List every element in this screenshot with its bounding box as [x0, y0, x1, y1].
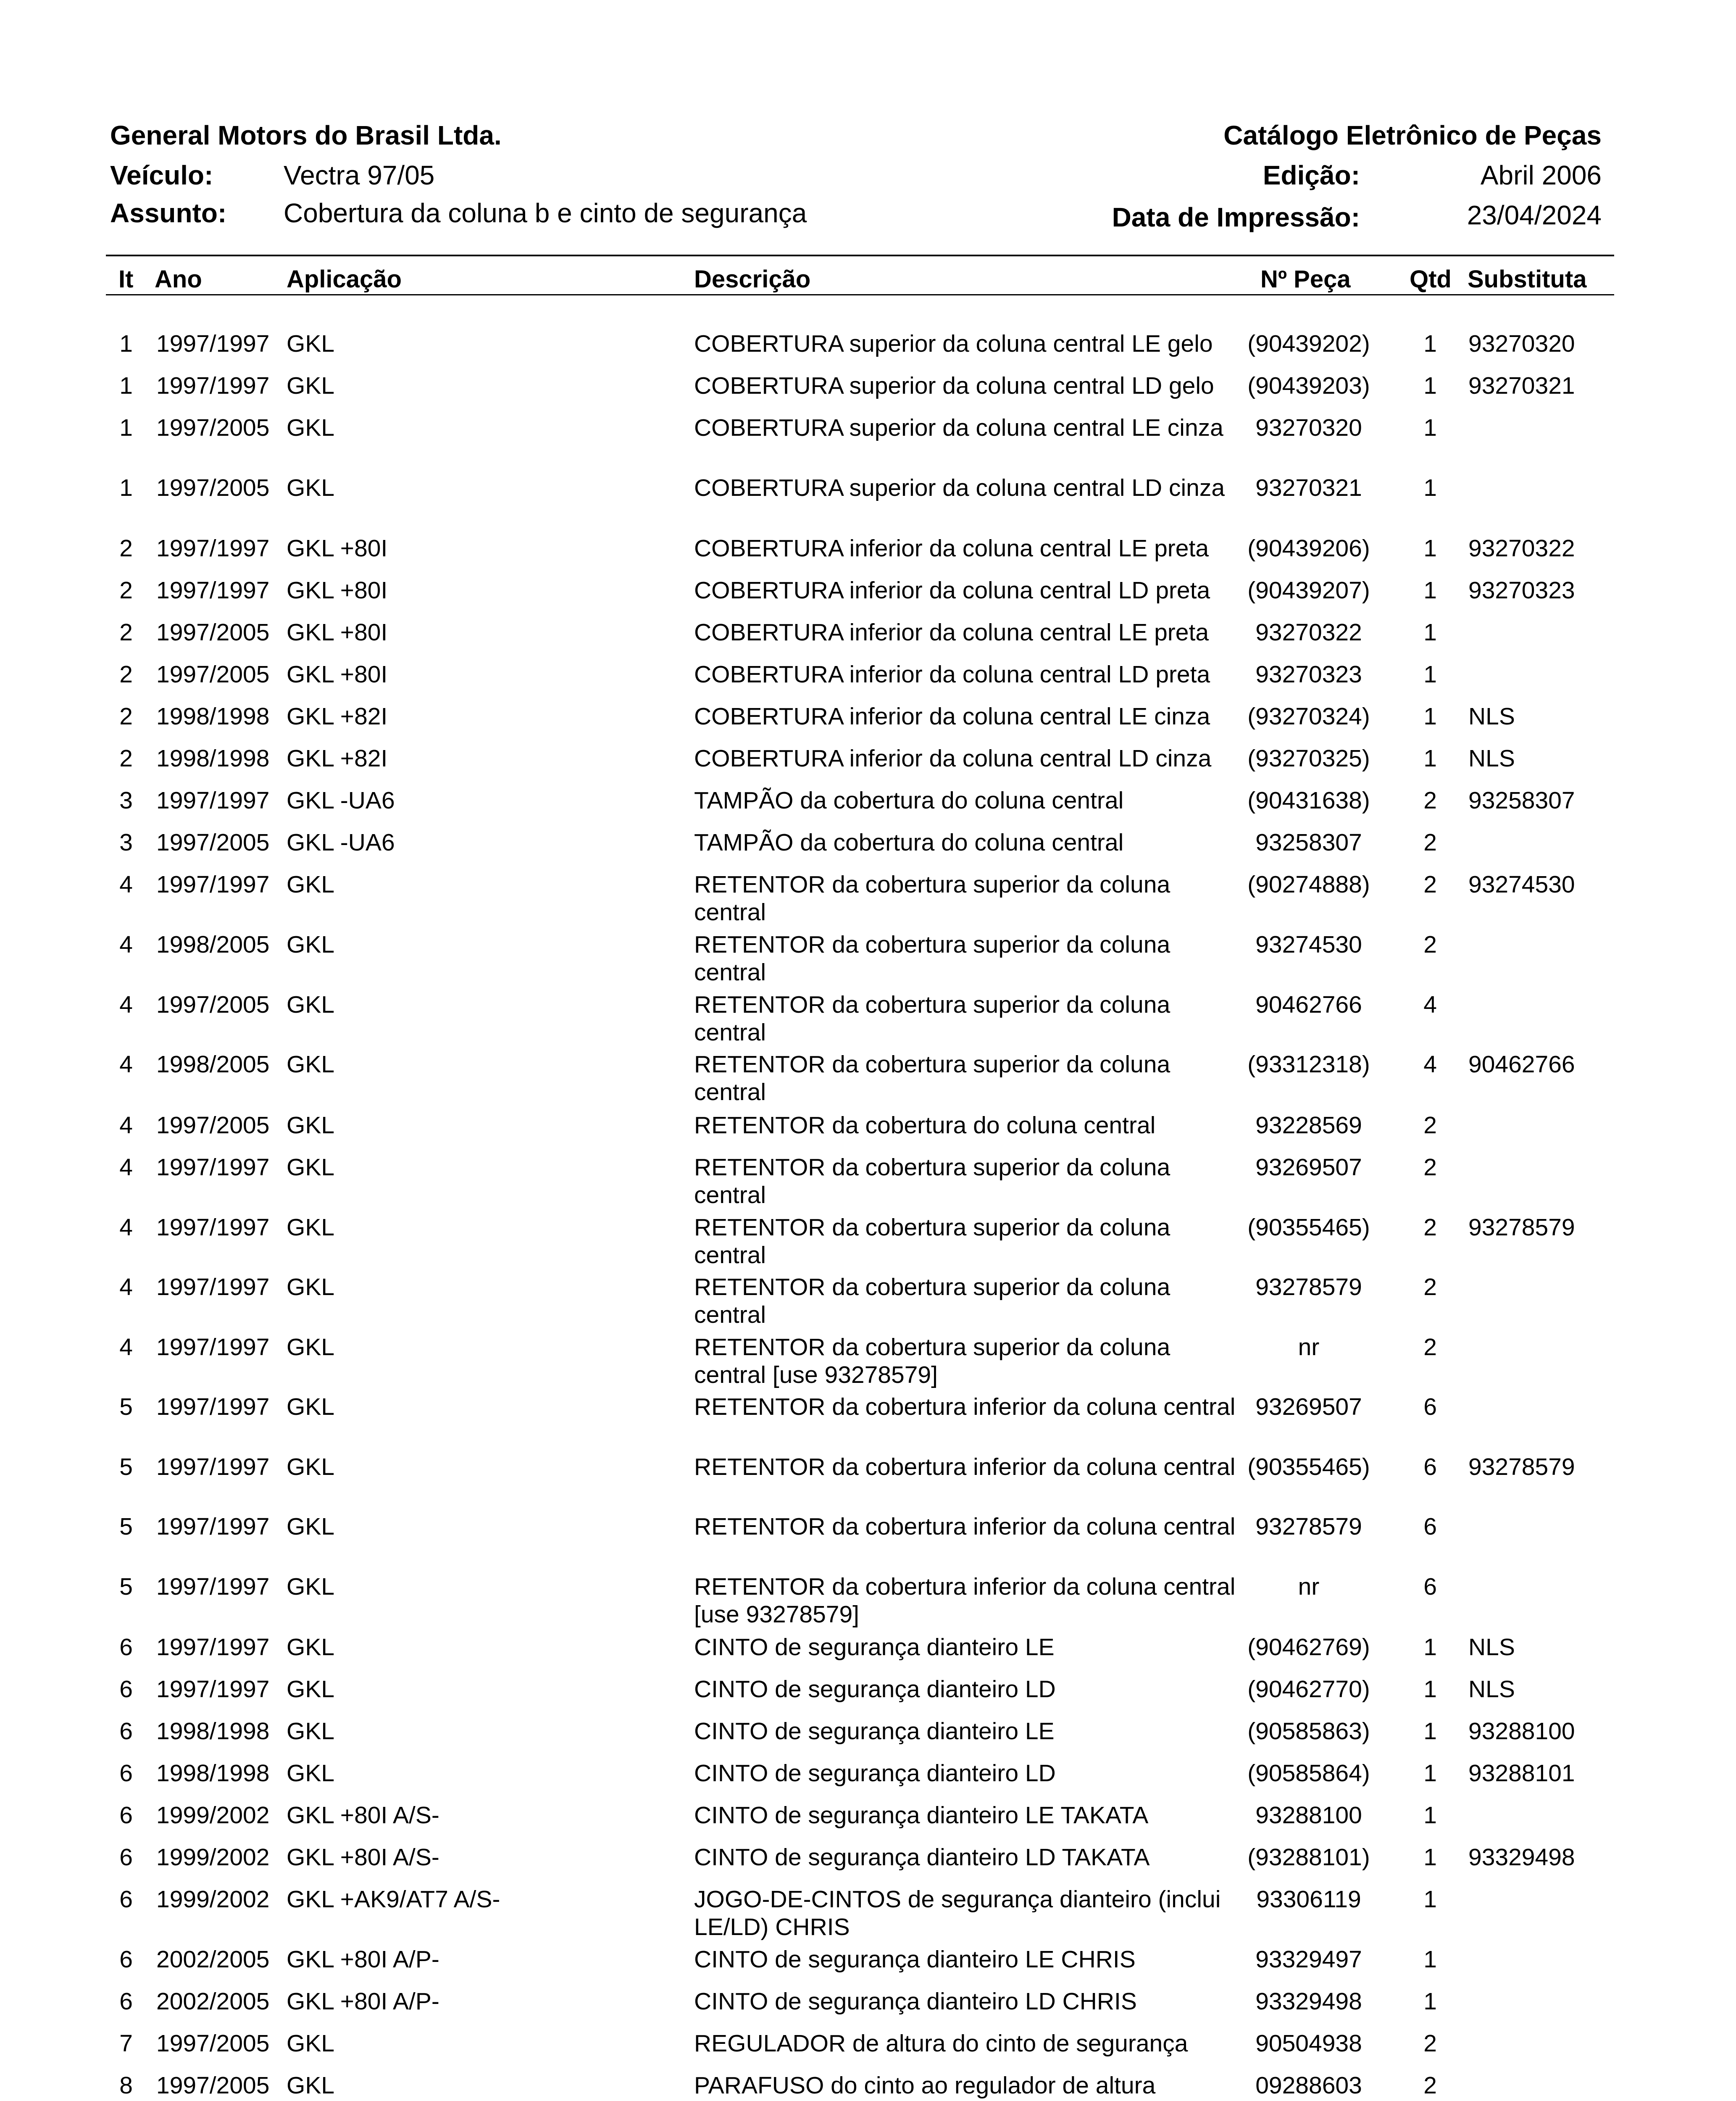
cell-apl: GKL: [287, 474, 335, 501]
cell-qtd: 2: [1423, 829, 1437, 856]
cell-desc: CINTO de segurança dianteiro LD CHRIS: [694, 1988, 1137, 2015]
cell-ano: 1997/1997: [156, 330, 270, 357]
cell-qtd: 1: [1423, 1988, 1437, 2015]
cell-it: 5: [119, 1393, 133, 1420]
cell-qtd: 1: [1423, 745, 1437, 772]
cell-desc: RETENTOR da cobertura superior da coluna central: [694, 991, 1170, 1046]
col-header-peca: Nº Peça: [1260, 266, 1351, 293]
print-date-label: Data de Impressão:: [1112, 202, 1360, 232]
cell-it: 2: [119, 661, 133, 688]
col-header-aplicacao: Aplicação: [287, 266, 402, 293]
cell-qtd: 1: [1423, 535, 1437, 562]
cell-ano: 1999/2002: [156, 1844, 270, 1871]
print-date-value: 23/04/2024: [1467, 200, 1602, 230]
cell-apl: GKL: [287, 1051, 335, 1078]
cell-apl: GKL: [287, 1334, 335, 1361]
cell-ano: 1997/2005: [156, 829, 270, 856]
cell-ano: 1997/2005: [156, 414, 270, 441]
cell-apl: GKL +80I A/P-: [287, 1988, 439, 2015]
cell-qtd: 1: [1423, 1802, 1437, 1829]
cell-apl: GKL +82I: [287, 703, 388, 730]
cell-apl: GKL: [287, 1393, 335, 1420]
cell-it: 3: [119, 787, 133, 814]
cell-peca: 93278579: [1255, 1274, 1362, 1301]
cell-sub: 93270320: [1468, 330, 1575, 357]
cell-peca: 93228569: [1255, 1112, 1362, 1139]
cell-ano: 1997/1997: [156, 1274, 270, 1301]
cell-desc: TAMPÃO da cobertura do coluna central: [694, 787, 1124, 814]
cell-it: 6: [119, 1718, 133, 1745]
cell-qtd: 6: [1423, 1513, 1437, 1540]
cell-apl: GKL -UA6: [287, 787, 395, 814]
cell-it: 4: [119, 1154, 133, 1181]
cell-peca: (90431638): [1247, 787, 1370, 814]
cell-qtd: 1: [1423, 1760, 1437, 1787]
cell-peca: 90504938: [1255, 2030, 1362, 2057]
cell-peca: 93270321: [1255, 474, 1362, 501]
cell-ano: 1998/1998: [156, 1718, 270, 1745]
cell-ano: 1998/2005: [156, 931, 270, 958]
cell-desc: COBERTURA inferior da coluna central LE preta: [694, 619, 1209, 646]
cell-it: 2: [119, 703, 133, 730]
edition-value: Abril 2006: [1480, 160, 1602, 190]
cell-qtd: 1: [1423, 661, 1437, 688]
cell-peca: (90439202): [1247, 330, 1370, 357]
cell-ano: 1997/1997: [156, 577, 270, 604]
cell-desc: COBERTURA inferior da coluna central LD preta: [694, 661, 1210, 688]
cell-it: 4: [119, 1214, 133, 1241]
cell-it: 6: [119, 1886, 133, 1913]
cell-qtd: 6: [1423, 1393, 1437, 1420]
cell-apl: GKL -UA6: [287, 829, 395, 856]
cell-it: 7: [119, 2030, 133, 2057]
cell-qtd: 2: [1423, 787, 1437, 814]
cell-qtd: 2: [1423, 2030, 1437, 2057]
cell-apl: GKL: [287, 2030, 335, 2057]
cell-apl: GKL: [287, 1513, 335, 1540]
cell-peca: (93270325): [1247, 745, 1370, 772]
cell-sub: 93278579: [1468, 1453, 1575, 1480]
cell-peca: nr: [1298, 1334, 1320, 1361]
vehicle-label: Veículo:: [110, 160, 213, 190]
cell-ano: 1997/1997: [156, 1634, 270, 1661]
cell-qtd: 2: [1423, 931, 1437, 958]
cell-desc: COBERTURA superior da coluna central LE gelo: [694, 330, 1213, 357]
cell-it: 2: [119, 535, 133, 562]
cell-it: 1: [119, 372, 133, 399]
cell-it: 4: [119, 1112, 133, 1139]
cell-desc: CINTO de segurança dianteiro LD: [694, 1676, 1056, 1703]
edition-label: Edição:: [1263, 160, 1360, 190]
cell-apl: GKL: [287, 330, 335, 357]
cell-ano: 1999/2002: [156, 1802, 270, 1829]
cell-peca: (90274888): [1247, 871, 1370, 898]
cell-it: 3: [119, 829, 133, 856]
cell-sub: 93270321: [1468, 372, 1575, 399]
cell-it: 1: [119, 330, 133, 357]
cell-apl: GKL: [287, 1760, 335, 1787]
cell-ano: 1997/1997: [156, 1154, 270, 1181]
cell-peca: (90462770): [1247, 1676, 1370, 1703]
cell-apl: GKL: [287, 1453, 335, 1480]
vehicle-value: Vectra 97/05: [284, 160, 435, 190]
cell-qtd: 1: [1423, 1634, 1437, 1661]
cell-it: 4: [119, 1051, 133, 1078]
cell-ano: 1997/1997: [156, 535, 270, 562]
cell-apl: GKL: [287, 1718, 335, 1745]
cell-ano: 1997/2005: [156, 2072, 270, 2099]
cell-ano: 1998/1998: [156, 745, 270, 772]
cell-it: 2: [119, 577, 133, 604]
cell-qtd: 2: [1423, 871, 1437, 898]
cell-peca: 93329498: [1255, 1988, 1362, 2015]
cell-it: 5: [119, 1453, 133, 1480]
cell-qtd: 2: [1423, 1334, 1437, 1361]
cell-qtd: 1: [1423, 1718, 1437, 1745]
cell-apl: GKL +80I: [287, 577, 388, 604]
cell-it: 1: [119, 474, 133, 501]
cell-qtd: 2: [1423, 1274, 1437, 1301]
cell-peca: (90439207): [1247, 577, 1370, 604]
cell-ano: 1997/1997: [156, 1513, 270, 1540]
cell-ano: 1997/2005: [156, 991, 270, 1018]
company-name: General Motors do Brasil Ltda.: [110, 120, 502, 150]
cell-apl: GKL: [287, 931, 335, 958]
cell-ano: 1997/2005: [156, 474, 270, 501]
cell-it: 6: [119, 1946, 133, 1973]
cell-peca: (93288101): [1247, 1844, 1370, 1871]
subject-label: Assunto:: [110, 198, 227, 228]
cell-qtd: 1: [1423, 619, 1437, 646]
cell-qtd: 4: [1423, 991, 1437, 1018]
cell-qtd: 2: [1423, 1154, 1437, 1181]
cell-sub: NLS: [1468, 1676, 1515, 1703]
cell-desc: COBERTURA superior da coluna central LE cinza: [694, 414, 1223, 441]
cell-it: 6: [119, 1676, 133, 1703]
cell-peca: (90355465): [1247, 1453, 1370, 1480]
cell-apl: GKL: [287, 1214, 335, 1241]
col-header-ano: Ano: [155, 266, 202, 293]
cell-qtd: 1: [1423, 1676, 1437, 1703]
cell-apl: GKL: [287, 1112, 335, 1139]
cell-ano: 1998/1998: [156, 703, 270, 730]
cell-desc: RETENTOR da cobertura superior da coluna central: [694, 1214, 1170, 1269]
cell-desc: RETENTOR da cobertura do coluna central: [694, 1112, 1156, 1139]
cell-desc: TAMPÃO da cobertura do coluna central: [694, 829, 1124, 856]
cell-desc: PARAFUSO do cinto ao regulador de altura: [694, 2072, 1156, 2099]
cell-desc: CINTO de segurança dianteiro LE: [694, 1718, 1055, 1745]
cell-qtd: 4: [1423, 1051, 1437, 1078]
cell-it: 5: [119, 1513, 133, 1540]
cell-peca: 93270323: [1255, 661, 1362, 688]
cell-apl: GKL +82I: [287, 745, 388, 772]
cell-qtd: 1: [1423, 703, 1437, 730]
cell-peca: 93269507: [1255, 1393, 1362, 1420]
cell-it: 6: [119, 1802, 133, 1829]
cell-qtd: 1: [1423, 474, 1437, 501]
cell-sub: 93329498: [1468, 1844, 1575, 1871]
col-header-qtd: Qtd: [1410, 266, 1452, 293]
cell-qtd: 1: [1423, 372, 1437, 399]
cell-peca: (93270324): [1247, 703, 1370, 730]
cell-it: 4: [119, 1334, 133, 1361]
cell-peca: 93269507: [1255, 1154, 1362, 1181]
cell-peca: (90585864): [1247, 1760, 1370, 1787]
cell-desc: RETENTOR da cobertura superior da coluna central: [694, 1274, 1170, 1328]
cell-ano: 1997/1997: [156, 1573, 270, 1600]
cell-ano: 1998/1998: [156, 1760, 270, 1787]
cell-apl: GKL +80I A/S-: [287, 1844, 439, 1871]
cell-ano: 2002/2005: [156, 1988, 270, 2015]
col-header-it: It: [118, 266, 134, 293]
cell-desc: RETENTOR da cobertura inferior da coluna central: [694, 1393, 1236, 1420]
cell-qtd: 6: [1423, 1453, 1437, 1480]
cell-sub: 90462766: [1468, 1051, 1575, 1078]
cell-sub: 93270322: [1468, 535, 1575, 562]
cell-peca: 93278579: [1255, 1513, 1362, 1540]
cell-ano: 1997/1997: [156, 372, 270, 399]
cell-desc: RETENTOR da cobertura inferior da coluna central [use 93278579]: [694, 1573, 1236, 1628]
cell-qtd: 6: [1423, 1573, 1437, 1600]
cell-desc: RETENTOR da cobertura superior da coluna central: [694, 871, 1170, 926]
cell-qtd: 2: [1423, 1112, 1437, 1139]
cell-qtd: 1: [1423, 1886, 1437, 1913]
cell-apl: GKL +AK9/AT7 A/S-: [287, 1886, 500, 1913]
cell-desc: REGULADOR de altura do cinto de segurança: [694, 2030, 1188, 2057]
col-header-substituta: Substituta: [1468, 266, 1587, 293]
cell-peca: 93258307: [1255, 829, 1362, 856]
cell-sub: 93288100: [1468, 1718, 1575, 1745]
cell-desc: RETENTOR da cobertura superior da coluna central: [694, 1154, 1170, 1208]
cell-ano: 2002/2005: [156, 1946, 270, 1973]
cell-it: 8: [119, 2072, 133, 2099]
cell-apl: GKL: [287, 1274, 335, 1301]
col-header-descricao: Descrição: [694, 266, 811, 293]
cell-apl: GKL +80I: [287, 661, 388, 688]
cell-peca: (90585863): [1247, 1718, 1370, 1745]
cell-apl: GKL: [287, 1154, 335, 1181]
cell-peca: (90355465): [1247, 1214, 1370, 1241]
cell-it: 1: [119, 414, 133, 441]
cell-qtd: 1: [1423, 1946, 1437, 1973]
cell-apl: GKL: [287, 2072, 335, 2099]
cell-apl: GKL +80I A/P-: [287, 1946, 439, 1973]
cell-desc: COBERTURA inferior da coluna central LD preta: [694, 577, 1210, 604]
cell-desc: RETENTOR da cobertura superior da coluna central: [694, 931, 1170, 986]
cell-desc: JOGO-DE-CINTOS de segurança dianteiro (inclui LE/LD) CHRIS: [694, 1886, 1221, 1940]
cell-sub: NLS: [1468, 703, 1515, 730]
cell-ano: 1998/2005: [156, 1051, 270, 1078]
cell-sub: 93278579: [1468, 1214, 1575, 1241]
cell-sub: 93288101: [1468, 1760, 1575, 1787]
cell-ano: 1997/1997: [156, 1393, 270, 1420]
cell-peca: (90439203): [1247, 372, 1370, 399]
cell-peca: 93329497: [1255, 1946, 1362, 1973]
cell-desc: COBERTURA inferior da coluna central LD cinza: [694, 745, 1212, 772]
cell-peca: 09288603: [1255, 2072, 1362, 2099]
cell-peca: nr: [1298, 1573, 1320, 1600]
cell-ano: 1999/2002: [156, 1886, 270, 1913]
cell-peca: (90439206): [1247, 535, 1370, 562]
cell-it: 2: [119, 619, 133, 646]
cell-peca: (90462769): [1247, 1634, 1370, 1661]
cell-desc: CINTO de segurança dianteiro LE CHRIS: [694, 1946, 1136, 1973]
cell-desc: CINTO de segurança dianteiro LD TAKATA: [694, 1844, 1150, 1871]
cell-ano: 1997/1997: [156, 871, 270, 898]
cell-peca: 93270322: [1255, 619, 1362, 646]
cell-apl: GKL: [287, 991, 335, 1018]
cell-it: 2: [119, 745, 133, 772]
cell-qtd: 1: [1423, 1844, 1437, 1871]
cell-desc: COBERTURA inferior da coluna central LE preta: [694, 535, 1209, 562]
cell-apl: GKL: [287, 1676, 335, 1703]
cell-it: 6: [119, 1988, 133, 2015]
cell-ano: 1997/1997: [156, 787, 270, 814]
cell-desc: COBERTURA superior da coluna central LD gelo: [694, 372, 1214, 399]
cell-sub: 93270323: [1468, 577, 1575, 604]
cell-apl: GKL: [287, 1573, 335, 1600]
cell-peca: 93306119: [1256, 1886, 1361, 1913]
cell-qtd: 1: [1423, 330, 1437, 357]
cell-sub: 93274530: [1468, 871, 1575, 898]
cell-apl: GKL +80I A/S-: [287, 1802, 439, 1829]
cell-it: 4: [119, 931, 133, 958]
cell-peca: 93274530: [1255, 931, 1362, 958]
cell-peca: 93270320: [1255, 414, 1362, 441]
cell-qtd: 2: [1423, 1214, 1437, 1241]
cell-ano: 1997/2005: [156, 619, 270, 646]
cell-desc: COBERTURA superior da coluna central LD cinza: [694, 474, 1225, 501]
cell-ano: 1997/2005: [156, 2030, 270, 2057]
cell-ano: 1997/1997: [156, 1453, 270, 1480]
cell-desc: CINTO de segurança dianteiro LD: [694, 1760, 1056, 1787]
cell-ano: 1997/1997: [156, 1334, 270, 1361]
cell-it: 6: [119, 1844, 133, 1871]
cell-ano: 1997/1997: [156, 1214, 270, 1241]
cell-qtd: 1: [1423, 577, 1437, 604]
cell-it: 5: [119, 1573, 133, 1600]
cell-apl: GKL: [287, 414, 335, 441]
cell-it: 4: [119, 871, 133, 898]
cell-desc: RETENTOR da cobertura superior da coluna central: [694, 1051, 1170, 1106]
cell-apl: GKL +80I: [287, 535, 388, 562]
cell-apl: GKL: [287, 1634, 335, 1661]
cell-sub: NLS: [1468, 1634, 1515, 1661]
cell-sub: NLS: [1468, 745, 1515, 772]
cell-it: 4: [119, 1274, 133, 1301]
catalog-title: Catálogo Eletrônico de Peças: [1223, 120, 1602, 150]
cell-ano: 1997/2005: [156, 1112, 270, 1139]
cell-it: 4: [119, 991, 133, 1018]
cell-it: 6: [119, 1634, 133, 1661]
cell-it: 6: [119, 1760, 133, 1787]
cell-desc: CINTO de segurança dianteiro LE: [694, 1634, 1055, 1661]
cell-desc: RETENTOR da cobertura inferior da coluna central: [694, 1453, 1236, 1480]
cell-apl: GKL: [287, 871, 335, 898]
cell-apl: GKL +80I: [287, 619, 388, 646]
cell-peca: (93312318): [1247, 1051, 1370, 1078]
cell-desc: COBERTURA inferior da coluna central LE cinza: [694, 703, 1210, 730]
cell-peca: 90462766: [1255, 991, 1362, 1018]
cell-ano: 1997/1997: [156, 1676, 270, 1703]
cell-desc: CINTO de segurança dianteiro LE TAKATA: [694, 1802, 1149, 1829]
cell-peca: 93288100: [1255, 1802, 1362, 1829]
cell-desc: RETENTOR da cobertura superior da coluna central [use 93278579]: [694, 1334, 1170, 1388]
cell-sub: 93258307: [1468, 787, 1575, 814]
cell-apl: GKL: [287, 372, 335, 399]
cell-desc: RETENTOR da cobertura inferior da coluna central: [694, 1513, 1236, 1540]
cell-qtd: 1: [1423, 414, 1437, 441]
subject-value: Cobertura da coluna b e cinto de segurança: [284, 198, 807, 228]
cell-qtd: 2: [1423, 2072, 1437, 2099]
cell-ano: 1997/2005: [156, 661, 270, 688]
